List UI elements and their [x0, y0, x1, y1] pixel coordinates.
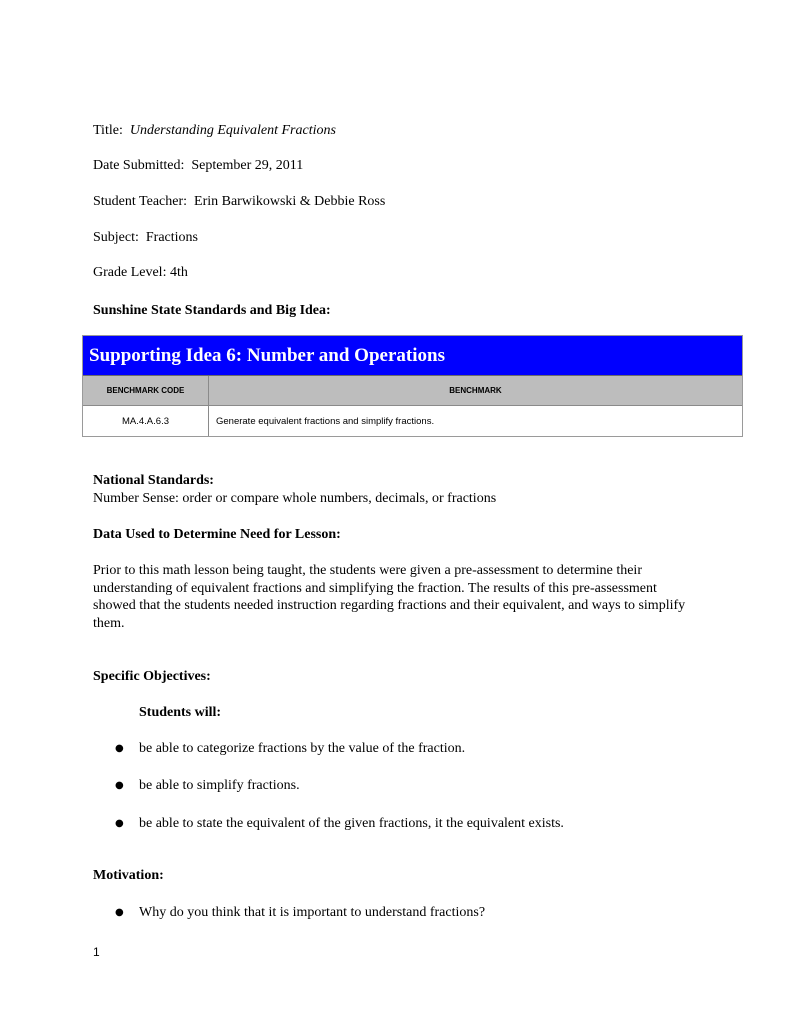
page-number: 1: [93, 945, 100, 959]
standards-table: [82, 335, 743, 437]
standards-column-headers: [83, 376, 742, 406]
bullet-icon: ●: [115, 818, 124, 829]
bullet-icon: ●: [115, 743, 124, 754]
sunshine-heading: Sunshine State Standards and Big Idea:: [93, 303, 331, 318]
objectives-subheading: Students will:: [139, 705, 222, 720]
table-row: [83, 406, 742, 436]
teacher-value: Erin Barwikowski & Debbie Ross: [194, 194, 386, 209]
data-used-heading: Data Used to Determine Need for Lesson:: [93, 527, 341, 542]
teacher-line: [93, 193, 385, 210]
benchmark-code-cell: MA.4.A.6.3: [83, 406, 209, 436]
benchmark-cell: Generate equivalent fractions and simplify fractions.: [216, 415, 435, 427]
list-item: [115, 815, 564, 832]
date-value: September 29, 2011: [191, 158, 304, 173]
national-heading: National Standards:: [93, 473, 214, 488]
date-line: [93, 157, 303, 174]
grade-value: 4th: [169, 265, 188, 280]
data-used-paragraph: Prior to this math lesson being taught, the students were given a pre-assessment to determine their understanding of equivalent fractions and simplifying the fraction. The results of this pre-assessment showed that the students needed instruction regarding fractions and their equivalent, and ways to simplify them.: [93, 563, 686, 631]
teacher-label: Student Teacher:: [93, 194, 188, 209]
column-header-benchmark: BENCHMARK: [449, 386, 502, 395]
subject-line: [93, 229, 198, 246]
subject-value: Fractions: [145, 230, 198, 245]
bullet-icon: ●: [115, 907, 124, 918]
list-item: [115, 740, 465, 757]
date-label: Date Submitted:: [93, 158, 185, 173]
national-text: Number Sense: order or compare whole numbers, decimals, or fractions: [93, 491, 497, 506]
bullet-icon: ●: [115, 780, 124, 791]
standards-banner: Supporting Idea 6: Number and Operations: [83, 336, 742, 376]
objectives-heading: Specific Objectives:: [93, 669, 211, 684]
motivation-text: Why do you think that it is important to understand fractions?: [139, 905, 486, 920]
subject-label: Subject:: [93, 230, 139, 245]
objective-text: be able to categorize fractions by the value of the fraction.: [139, 741, 466, 756]
title-line: [93, 122, 336, 139]
list-item: [115, 777, 300, 794]
motivation-heading: Motivation:: [93, 868, 164, 883]
objective-text: be able to state the equivalent of the given fractions, it the equivalent exists.: [139, 816, 564, 831]
grade-label: Grade Level:: [93, 265, 167, 280]
objective-text: be able to simplify fractions.: [139, 778, 300, 793]
list-item: [115, 904, 485, 921]
column-header-benchmark-code: BENCHMARK CODE: [83, 376, 209, 405]
grade-line: [93, 264, 188, 281]
title-label: Title:: [93, 123, 123, 138]
title-value: Understanding Equivalent Fractions: [129, 123, 336, 138]
